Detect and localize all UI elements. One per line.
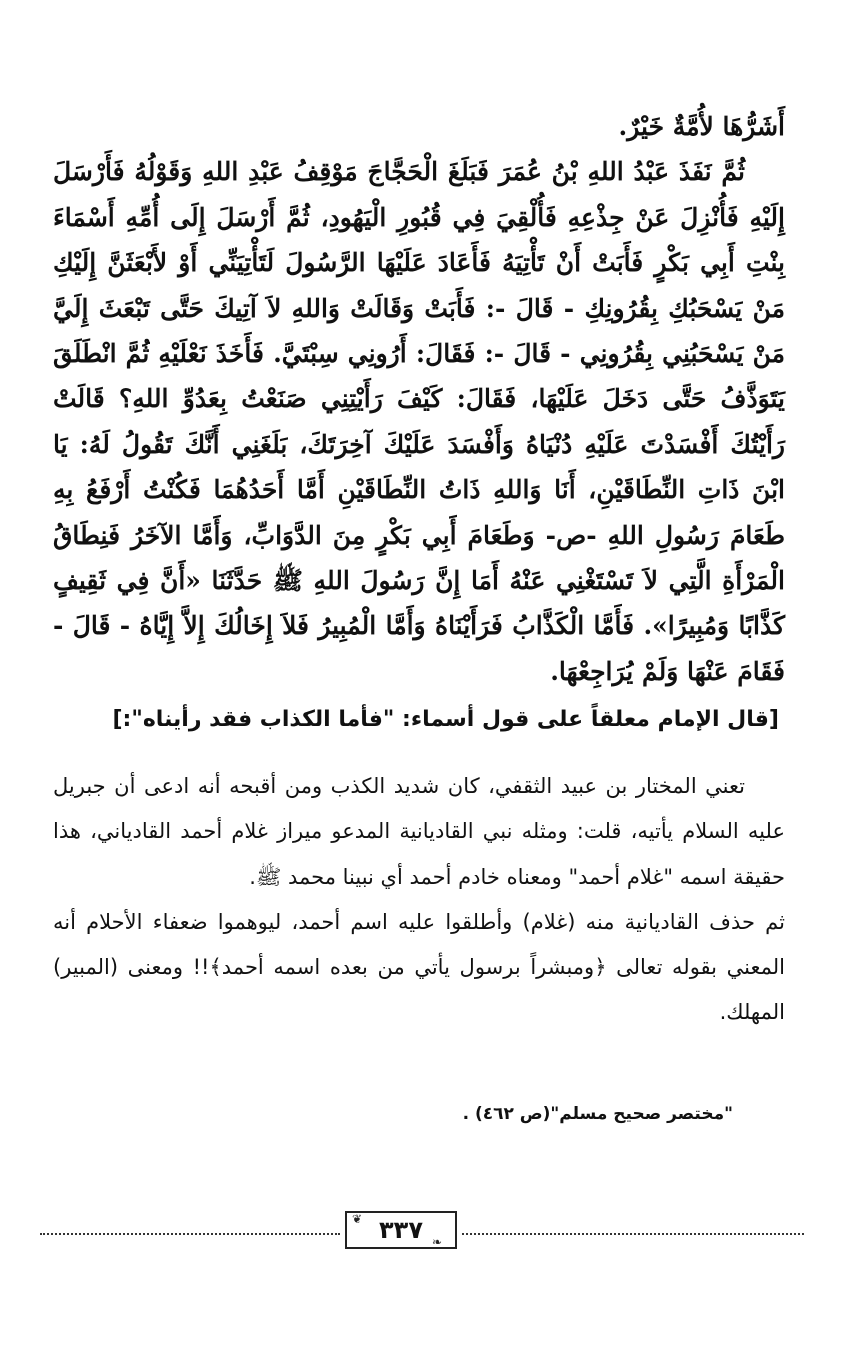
commentary-paragraph: ثم حذف القاديانية منه (غلام) وأطلقوا عليه اسم أحمد، ليوهموا ضعفاء الأحلام أنه المعني بقوله تعالى ﴿ومبشراً برسول يأتي من بعده اسمه أحمد﴾!! ومعنى (المبير) المهلك.	[53, 909, 785, 1025]
ornament-icon: ❧	[432, 1235, 443, 1249]
commentary-paragraph: تعني المختار بن عبيد الثقفي، كان شديد الكذب ومن أقبحه أنه ادعى أن جبريل عليه السلام يأتيه، قلت: ومثله نبي القاديانية المدعو ميراز غلام أحمد القادياني، هذا حقيقة اسمه "غلام أحمد" ومعناه خادم أحمد أي نبينا محمد ﷺ.	[53, 774, 785, 889]
section-heading: [قال الإمام معلقاً على قول أسماء: "فأما الكذاب فقد رأيناه":]	[112, 707, 779, 732]
hadith-opening-line: أَشَرُّهَا لأُمَّةٌ خَيْرٌ.	[618, 112, 785, 141]
hadith-text	[53, 104, 785, 694]
footer-divider-right	[462, 1233, 804, 1235]
source-citation: "مختصر صحيح مسلم"(ص ٤٦٢) .	[462, 1104, 733, 1124]
ornament-icon: ❦	[352, 1212, 363, 1226]
page-number: ٣٣٧	[379, 1216, 423, 1244]
hadith-narration: ثُمَّ نَفَذَ عَبْدُ اللهِ بْنُ عُمَرَ فَبَلَغَ الْحَجَّاجَ مَوْقِفُ عَبْدِ اللهِ وَقَوْلُهُ فَأَرْسَلَ إِلَيْهِ فَأُنْزِلَ عَنْ جِذْعِهِ فَأُلْقِيَ فِي قُبُورِ الْيَهُودِ، ثُمَّ أَرْسَلَ إِلَى أُمِّهِ أَسْمَاءَ بِنْتِ أَبِي بَكْرٍ فَأَبَتْ أَنْ تَأْتِيَهُ فَأَعَادَ عَلَيْهَا الرَّسُولَ لَتَأْتِيَنِّي أَوْ لأَبْعَثَنَّ إِلَيْكِ مَنْ يَسْحَبُكِ بِقُرُونِكِ - قَالَ -: فَأَبَتْ وَقَالَتْ وَاللهِ لاَ آتِيكَ حَتَّى تَبْعَثَ إِلَيَّ مَنْ يَسْحَبُنِي بِقُرُونِي - قَالَ -: فَقَالَ: أَرُونِي سِبْتَيَّ. فَأَخَذَ نَعْلَيْهِ ثُمَّ انْطَلَقَ يَتَوَذَّفُ حَتَّى دَخَلَ عَلَيْهَا، فَقَالَ: كَيْفَ رَأَيْتِنِي صَنَعْتُ بِعَدُوِّ اللهِ؟ قَالَتْ رَأَيْتُكَ أَفْسَدْتَ عَلَيْهِ دُنْيَاهُ وَأَفْسَدَ عَلَيْكَ آخِرَتَكَ، بَلَغَنِي أَنَّكَ تَقُولُ لَهُ: يَا ابْنَ ذَاتِ النِّطَاقَيْنِ، أَنَا وَاللهِ ذَاتُ النِّطَاقَيْنِ أَمَّا أَحَدُهُمَا فَكُنْتُ أَرْفَعُ بِهِ طَعَامَ رَسُولِ اللهِ -ص- وَطَعَامَ أَبِي بَكْرٍ مِنَ الدَّوَابِّ، وَأَمَّا الآخَرُ فَنِطَاقُ الْمَرْأَةِ الَّتِي لاَ تَسْتَغْنِي عَنْهُ أَمَا إِنَّ رَسُولَ اللهِ ﷺ حَدَّثَنَا «أَنَّ فِي ثَقِيفٍ كَذَّابًا وَمُبِيرًا». فَأَمَّا الْكَذَّابُ فَرَأَيْنَاهُ وَأَمَّا الْمُبِيرُ فَلاَ إِخَالُكَ إِلاَّ إِيَّاهُ - قَالَ - فَقَامَ عَنْهَا وَلَمْ يُرَاجِعْهَا.	[53, 157, 785, 686]
commentary-text	[53, 764, 785, 1036]
footer-divider-left	[40, 1233, 340, 1235]
